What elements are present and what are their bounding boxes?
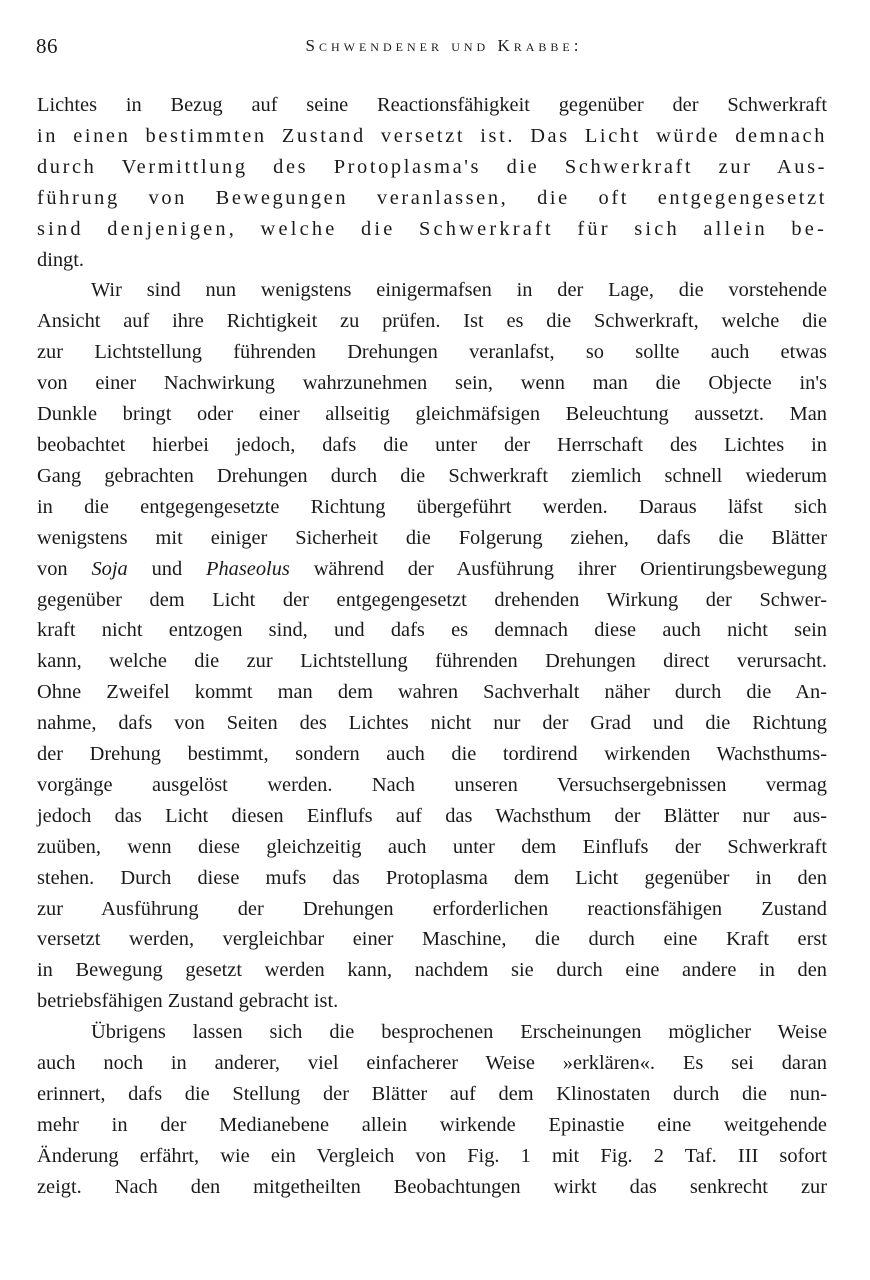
text-line — [37, 554, 827, 585]
text-line: Lichtes in Bezug auf seine Reactionsfähigkeit gegenüber der Schwerkraft — [37, 94, 827, 116]
text-line: zur Lichtstellung führenden Drehungen veranlafst, so sollte auch etwas — [37, 341, 827, 364]
text-line: beobachtet hierbei jedoch, dafs die unter der Herrschaft des Lichtes in — [37, 433, 827, 456]
text-line: sind denjenigen, welche die Schwerkraft für sich allein be- — [37, 217, 827, 240]
text-line: Ohne Zweifel kommt man dem wahren Sachverhalt näher durch die An- — [37, 681, 827, 704]
text-line: in die entgegengesetzte Richtung übergeführt werden. Daraus läfst sich — [37, 495, 827, 518]
text-line: zuüben, wenn diese gleichzeitig auch unter dem Einflufs der Schwerkraft — [37, 835, 827, 858]
body-text — [37, 90, 827, 1203]
text-line: Änderung erfährt, wie ein Vergleich von Fig. 1 mit Fig. 2 Taf. III sofort — [37, 1144, 827, 1167]
text-line: in Bewegung gesetzt werden kann, nachdem sie durch eine andere in den — [37, 959, 827, 982]
text-line: Ansicht auf ihre Richtigkeit zu prüfen. Ist es die Schwerkraft, welche die — [37, 310, 827, 333]
paragraph-start-line: Übrigens lassen sich die besprochenen Erscheinungen möglicher Weise — [91, 1021, 827, 1044]
page-number: 86 — [36, 34, 58, 58]
text-line: zur Ausführung der Drehungen erforderlichen reactionsfähigen Zustand — [37, 897, 827, 920]
text-segment: und — [127, 557, 207, 580]
text-line: durch Vermittlung des Protoplasma's die Schwerkraft zur Aus- — [37, 155, 827, 178]
text-line: nahme, dafs von Seiten des Lichtes nicht nur der Grad und die Richtung — [37, 712, 827, 735]
text-line: versetzt werden, vergleichbar einer Maschine, die durch eine Kraft erst — [37, 928, 827, 951]
text-line: führung von Bewegungen veranlassen, die oft entgegengesetzt — [37, 186, 827, 209]
text-line: kann, welche die zur Lichtstellung führenden Drehungen direct verursacht. — [37, 650, 827, 673]
genus-name-soja: Soja — [91, 557, 128, 580]
text-line: kraft nicht entzogen sind, und dafs es demnach diese auch nicht sein — [37, 619, 827, 642]
text-segment: während der Ausführung ihrer Orientirungsbewegung — [289, 557, 827, 580]
text-segment: von — [37, 557, 92, 580]
text-line: in einen bestimmten Zustand versetzt ist. Das Licht würde demnach — [37, 124, 827, 147]
text-line: gegenüber dem Licht der entgegengesetzt drehenden Wirkung der Schwer- — [37, 588, 827, 611]
text-line: der Drehung bestimmt, sondern auch die tordirend wirkenden Wachsthums- — [37, 743, 827, 766]
text-line: erinnert, dafs die Stellung der Blätter auf dem Klinostaten durch die nun- — [37, 1083, 827, 1105]
text-line: vorgänge ausgelöst werden. Nach unseren Versuchsergebnissen vermag — [37, 773, 827, 796]
paragraph-end-line: betriebsfähigen Zustand gebracht ist. — [37, 990, 339, 1013]
text-line: auch noch in anderer, viel einfacherer Weise »erklären«. Es sei daran — [37, 1052, 827, 1075]
paragraph-end-line: dingt. — [37, 248, 85, 271]
paragraph-start-line: Wir sind nun wenigstens einigermafsen in der Lage, die vorstehende — [91, 279, 827, 302]
text-line: zeigt. Nach den mitgetheilten Beobachtungen wirkt das senkrecht zur — [37, 1175, 827, 1198]
text-line: mehr in der Medianebene allein wirkende Epinastie eine weitgehende — [37, 1113, 827, 1136]
text-line: stehen. Durch diese mufs das Protoplasma dem Licht gegenüber in den — [37, 866, 827, 889]
text-line: von einer Nachwirkung wahrzunehmen sein, wenn man die Objecte in's — [37, 372, 827, 395]
running-head: Schwendener und Krabbe: — [305, 36, 583, 55]
genus-name-phaseolus: Phaseolus — [206, 557, 290, 580]
text-line: wenigstens mit einiger Sicherheit die Folgerung ziehen, dafs die Blätter — [37, 526, 827, 549]
text-line: jedoch das Licht diesen Einflufs auf das Wachsthum der Blätter nur aus- — [37, 804, 827, 827]
text-line: Gang gebrachten Drehungen durch die Schwerkraft ziemlich schnell wiederum — [37, 464, 827, 487]
page-header — [36, 34, 832, 62]
text-line: Dunkle bringt oder einer allseitig gleichmäfsigen Beleuchtung aussetzt. Man — [37, 403, 827, 426]
